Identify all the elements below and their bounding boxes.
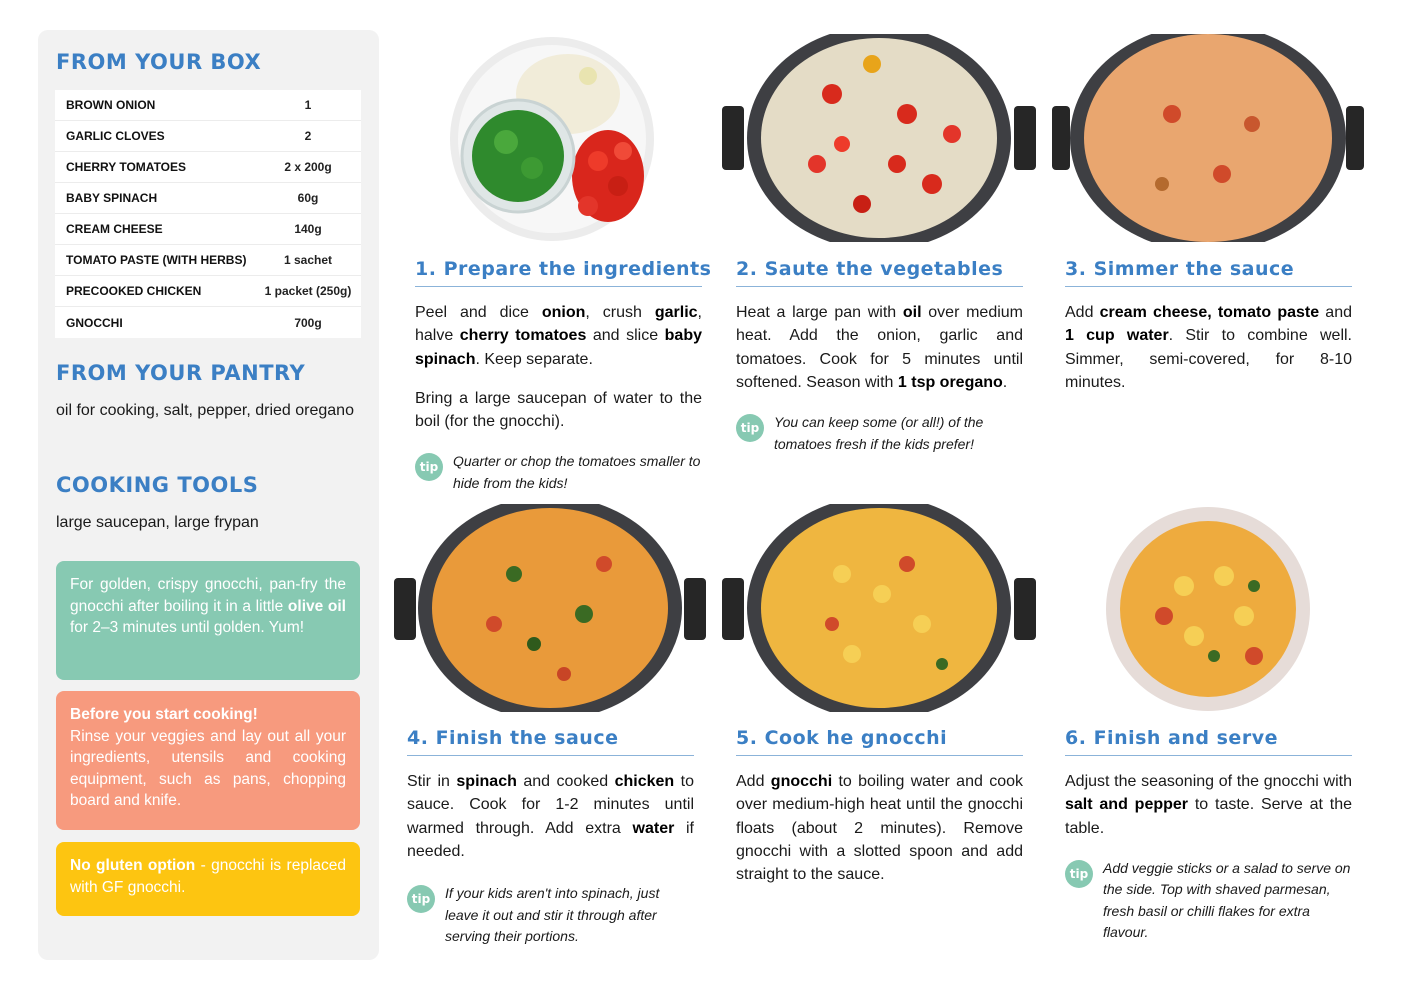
ingredient-name: PRECOOKED CHICKEN (66, 284, 202, 298)
step-title-text: Finish the sauce (435, 727, 619, 749)
tip-icon: tip (415, 453, 443, 481)
ingredient-name: CREAM CHEESE (66, 222, 163, 236)
ingredient-qty: 2 (304, 129, 312, 143)
text: to sauce. Cook for 1-2 minutes until warmed through. Add extra (407, 773, 695, 837)
text: Heat a large pan with (736, 304, 903, 321)
bold-text: garlic (654, 304, 698, 321)
text: , crush (585, 304, 655, 321)
sidebar (38, 30, 379, 960)
ingredient-name: BABY SPINACH (66, 191, 158, 205)
tip-icon: tip (1065, 860, 1093, 888)
tip-icon: tip (407, 885, 435, 913)
text: . (1002, 373, 1008, 391)
table-row (55, 121, 361, 152)
step-4 (407, 727, 694, 948)
ingredient-qty: 2 x 200g (284, 160, 332, 174)
text: to taste. Serve at the table. (1065, 796, 1352, 837)
text: Adjust the seasoning of the gnocchi with (1065, 773, 1352, 790)
table-row (55, 214, 361, 245)
step-title (407, 727, 694, 756)
step-1 (415, 258, 712, 494)
text: Peel and dice (415, 304, 542, 321)
step-text (415, 301, 702, 371)
table-row (55, 183, 361, 214)
tip-text: Quarter or chop the tomatoes smaller to hide from the kids! (453, 453, 701, 491)
gluten-free-note (56, 842, 360, 916)
bold-text: oil (902, 304, 922, 321)
text: to boiling water and cook over medium-high heat until the gnocchi floats (about 2 minutes). Remove gnocchi with a slotted spoon and add straight to the sauce. (736, 773, 1023, 884)
note-text: - gnocchi is replaced with GF gnocchi. (70, 857, 346, 896)
table-row (55, 245, 361, 276)
ingredient-qty: 140g (294, 222, 322, 236)
table-row (55, 276, 361, 307)
text: Stir in (407, 773, 457, 790)
bold-text: 1 cup water (1065, 327, 1169, 345)
ingredient-name: GARLIC CLOVES (66, 129, 165, 143)
bold-text: chicken (614, 773, 675, 790)
ingredient-qty: 700g (294, 315, 322, 330)
bold-text: water (632, 819, 675, 837)
step-4-photo (394, 504, 706, 712)
tip-icon: tip (736, 414, 764, 442)
note-text: Rinse your veggies and lay out all your ingredients, utensils and cooking equipment, such as pans, chopping board and knife. (70, 727, 346, 809)
step-6 (1065, 727, 1352, 944)
tip-text: Add veggie sticks or a salad to serve on the side. Top with shaved parmesan, fresh basil or chilli flakes for extra flavour. (1103, 859, 1351, 941)
bold-text: baby spinach (415, 327, 702, 368)
table-row (55, 152, 361, 183)
ingredient-qty: 1 sachet (283, 253, 333, 267)
ingredient-name: BROWN ONION (66, 98, 156, 112)
step-1-photo (448, 36, 656, 242)
note-bold: No gluten option (70, 857, 196, 874)
step-title-text: Simmer the sauce (1093, 258, 1295, 280)
tip (736, 412, 1023, 455)
step-title (736, 727, 1023, 756)
step-2-photo (722, 34, 1036, 242)
step-title (1065, 727, 1352, 756)
text: if needed. (407, 819, 694, 860)
bold-text: spinach (456, 773, 517, 790)
ingredients-table (55, 90, 361, 338)
bold-text: gnocchi (770, 773, 833, 790)
before-you-start-note (56, 691, 360, 830)
step-title (1065, 258, 1352, 287)
bold-text: 1 tsp oregano (897, 373, 1003, 391)
pantry-text: oil for cooking, salt, pepper, dried oregano (56, 402, 354, 419)
text: over medium heat. Add the onion, garlic and tomatoes. Cook for 5 minutes until softened. Season with (736, 304, 1023, 391)
note-bold: olive oil (287, 597, 346, 615)
text: and cooked (516, 773, 615, 790)
step-title-text: Finish and serve (1093, 727, 1278, 749)
ingredient-name: CHERRY TOMATOES (66, 160, 187, 174)
note-text: for 2–3 minutes until golden. Yum! (70, 619, 305, 636)
text: and slice (586, 327, 665, 345)
note-text: For golden, crispy gnocchi, pan-fry the gnocchi after boiling it in a little (70, 576, 346, 615)
text: Add (1065, 304, 1100, 321)
bold-text: salt and pepper (1065, 796, 1189, 814)
crispy-gnocchi-note (56, 561, 360, 680)
step-title-text: Cook he gnocchi (764, 727, 948, 749)
text: . Keep separate. (475, 350, 593, 368)
step-title-text: Saute the vegetables (764, 258, 1004, 280)
step-number: 4. (407, 727, 429, 749)
step-title (736, 258, 1023, 287)
ingredient-qty: 60g (297, 191, 319, 205)
table-row (55, 90, 361, 121)
step-6-photo (1104, 506, 1312, 712)
bold-text: cream cheese, tomato paste (1099, 304, 1320, 321)
bold-text: onion (541, 304, 586, 321)
step-text (1065, 301, 1352, 394)
step-2 (736, 258, 1023, 455)
step-number: 6. (1065, 727, 1087, 749)
step-text (1065, 770, 1352, 840)
tip (407, 883, 694, 948)
tip (415, 451, 702, 494)
step-number: 3. (1065, 258, 1087, 280)
from-your-pantry-heading: FROM YOUR PANTRY (56, 361, 306, 385)
step-number: 5. (736, 727, 758, 749)
ingredient-qty: 1 (304, 98, 312, 112)
step-3 (1065, 258, 1352, 394)
step-text (736, 301, 1023, 394)
ingredient-qty: 1 packet (250g) (264, 284, 352, 298)
step-3-photo (1052, 34, 1364, 242)
step-title (415, 258, 712, 287)
tip (1065, 858, 1352, 944)
step-text (407, 770, 694, 863)
cooking-tools-heading: COOKING TOOLS (56, 473, 259, 497)
tip-text: You can keep some (or all!) of the tomatoes fresh if the kids prefer! (774, 414, 984, 452)
text: . Stir to combine well. Simmer, semi-covered, for 8-10 minutes. (1065, 327, 1352, 391)
step-text: Bring a large saucepan of water to the boil (for the gnocchi). (415, 389, 702, 431)
text: Add (736, 773, 771, 790)
ingredient-name: TOMATO PASTE (WITH HERBS) (66, 253, 247, 267)
tools-text: large saucepan, large frypan (56, 514, 259, 531)
tip-text: If your kids aren't into spinach, just leave it out and stir it through after serving their portions. (445, 885, 660, 945)
ingredient-name: GNOCCHI (66, 315, 123, 330)
text: , halve (415, 304, 702, 345)
from-your-box-heading: FROM YOUR BOX (56, 50, 262, 74)
step-title-text: Prepare the ingredients (443, 258, 712, 280)
step-5-photo (722, 504, 1036, 712)
step-number: 1. (415, 258, 437, 280)
text: and (1319, 304, 1353, 321)
step-5 (736, 727, 1023, 886)
step-number: 2. (736, 258, 758, 280)
step-text (736, 770, 1023, 886)
note-bold: Before you start cooking! (70, 706, 258, 723)
bold-text: cherry tomatoes (459, 327, 587, 345)
table-row (55, 307, 361, 338)
